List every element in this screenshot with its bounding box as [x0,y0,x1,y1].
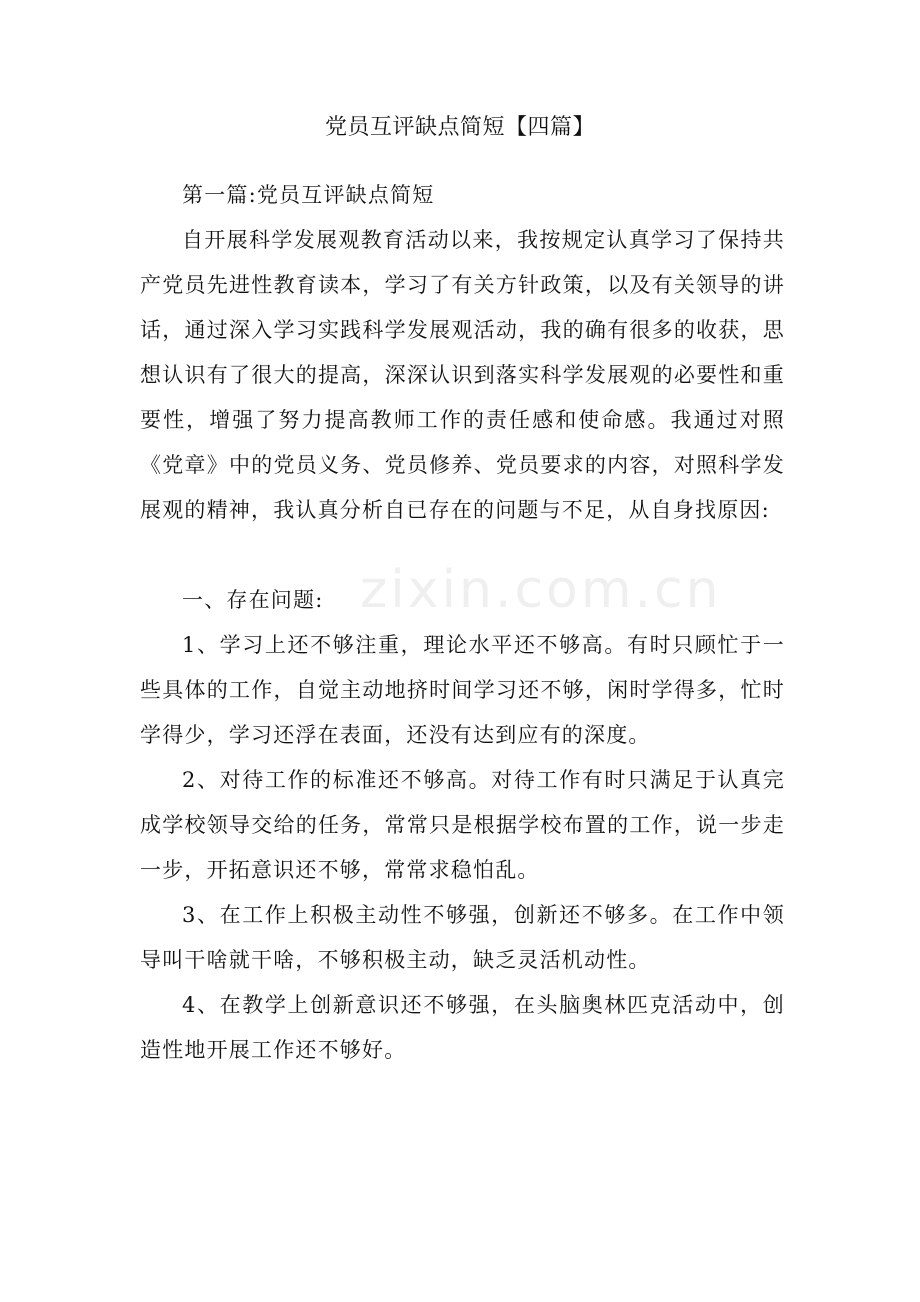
problem-item-2: 2、对待工作的标准还不够高。对待工作有时只满足于认真完成学校领导交给的任务，常常只是根据学校布置的工作，说一步走一步，开拓意识还不够，常常求稳怕乱。 [140,768,785,882]
problem-item-3: 3、在工作上积极主动性不够强，创新还不够多。在工作中领导叫干啥就干啥，不够积极主动，缺乏灵活机动性。 [140,903,785,972]
intro-paragraph: 自开展科学发展观教育活动以来，我按规定认真学习了保持共产党员先进性教育读本，学习了有关方针政策，以及有关领导的讲话，通过深入学习实践科学发展观活动，我的确有很多的收获，思想认识有了很大的提高，深深认识到落实科学发展观的必要性和重要性，增强了努力提高教师工作的责任感和使命感。我通过对照《党章》中的党员义务、党员修养、党员要求的内容，对照科学发展观的精神，我认真分析自已存在的问题与不足，从自身找原因: [140,228,785,522]
problem-item-1: 1、学习上还不够注重，理论水平还不够高。有时只顾忙于一些具体的工作，自觉主动地挤时间学习还不够，闲时学得多，忙时学得少，学习还浮在表面，还没有达到应有的深度。 [140,633,785,747]
watermark: zixin.com.cn [360,560,722,620]
document-title: 党员互评缺点简短【四篇】 [324,115,595,140]
section-heading: 第一篇:党员互评缺点简短 [182,183,435,207]
problem-item-4: 4、在教学上创新意识还不够强，在头脑奥林匹克活动中，创造性地开展工作还不够好。 [140,993,785,1062]
problems-heading: 一、存在问题: [182,588,324,612]
